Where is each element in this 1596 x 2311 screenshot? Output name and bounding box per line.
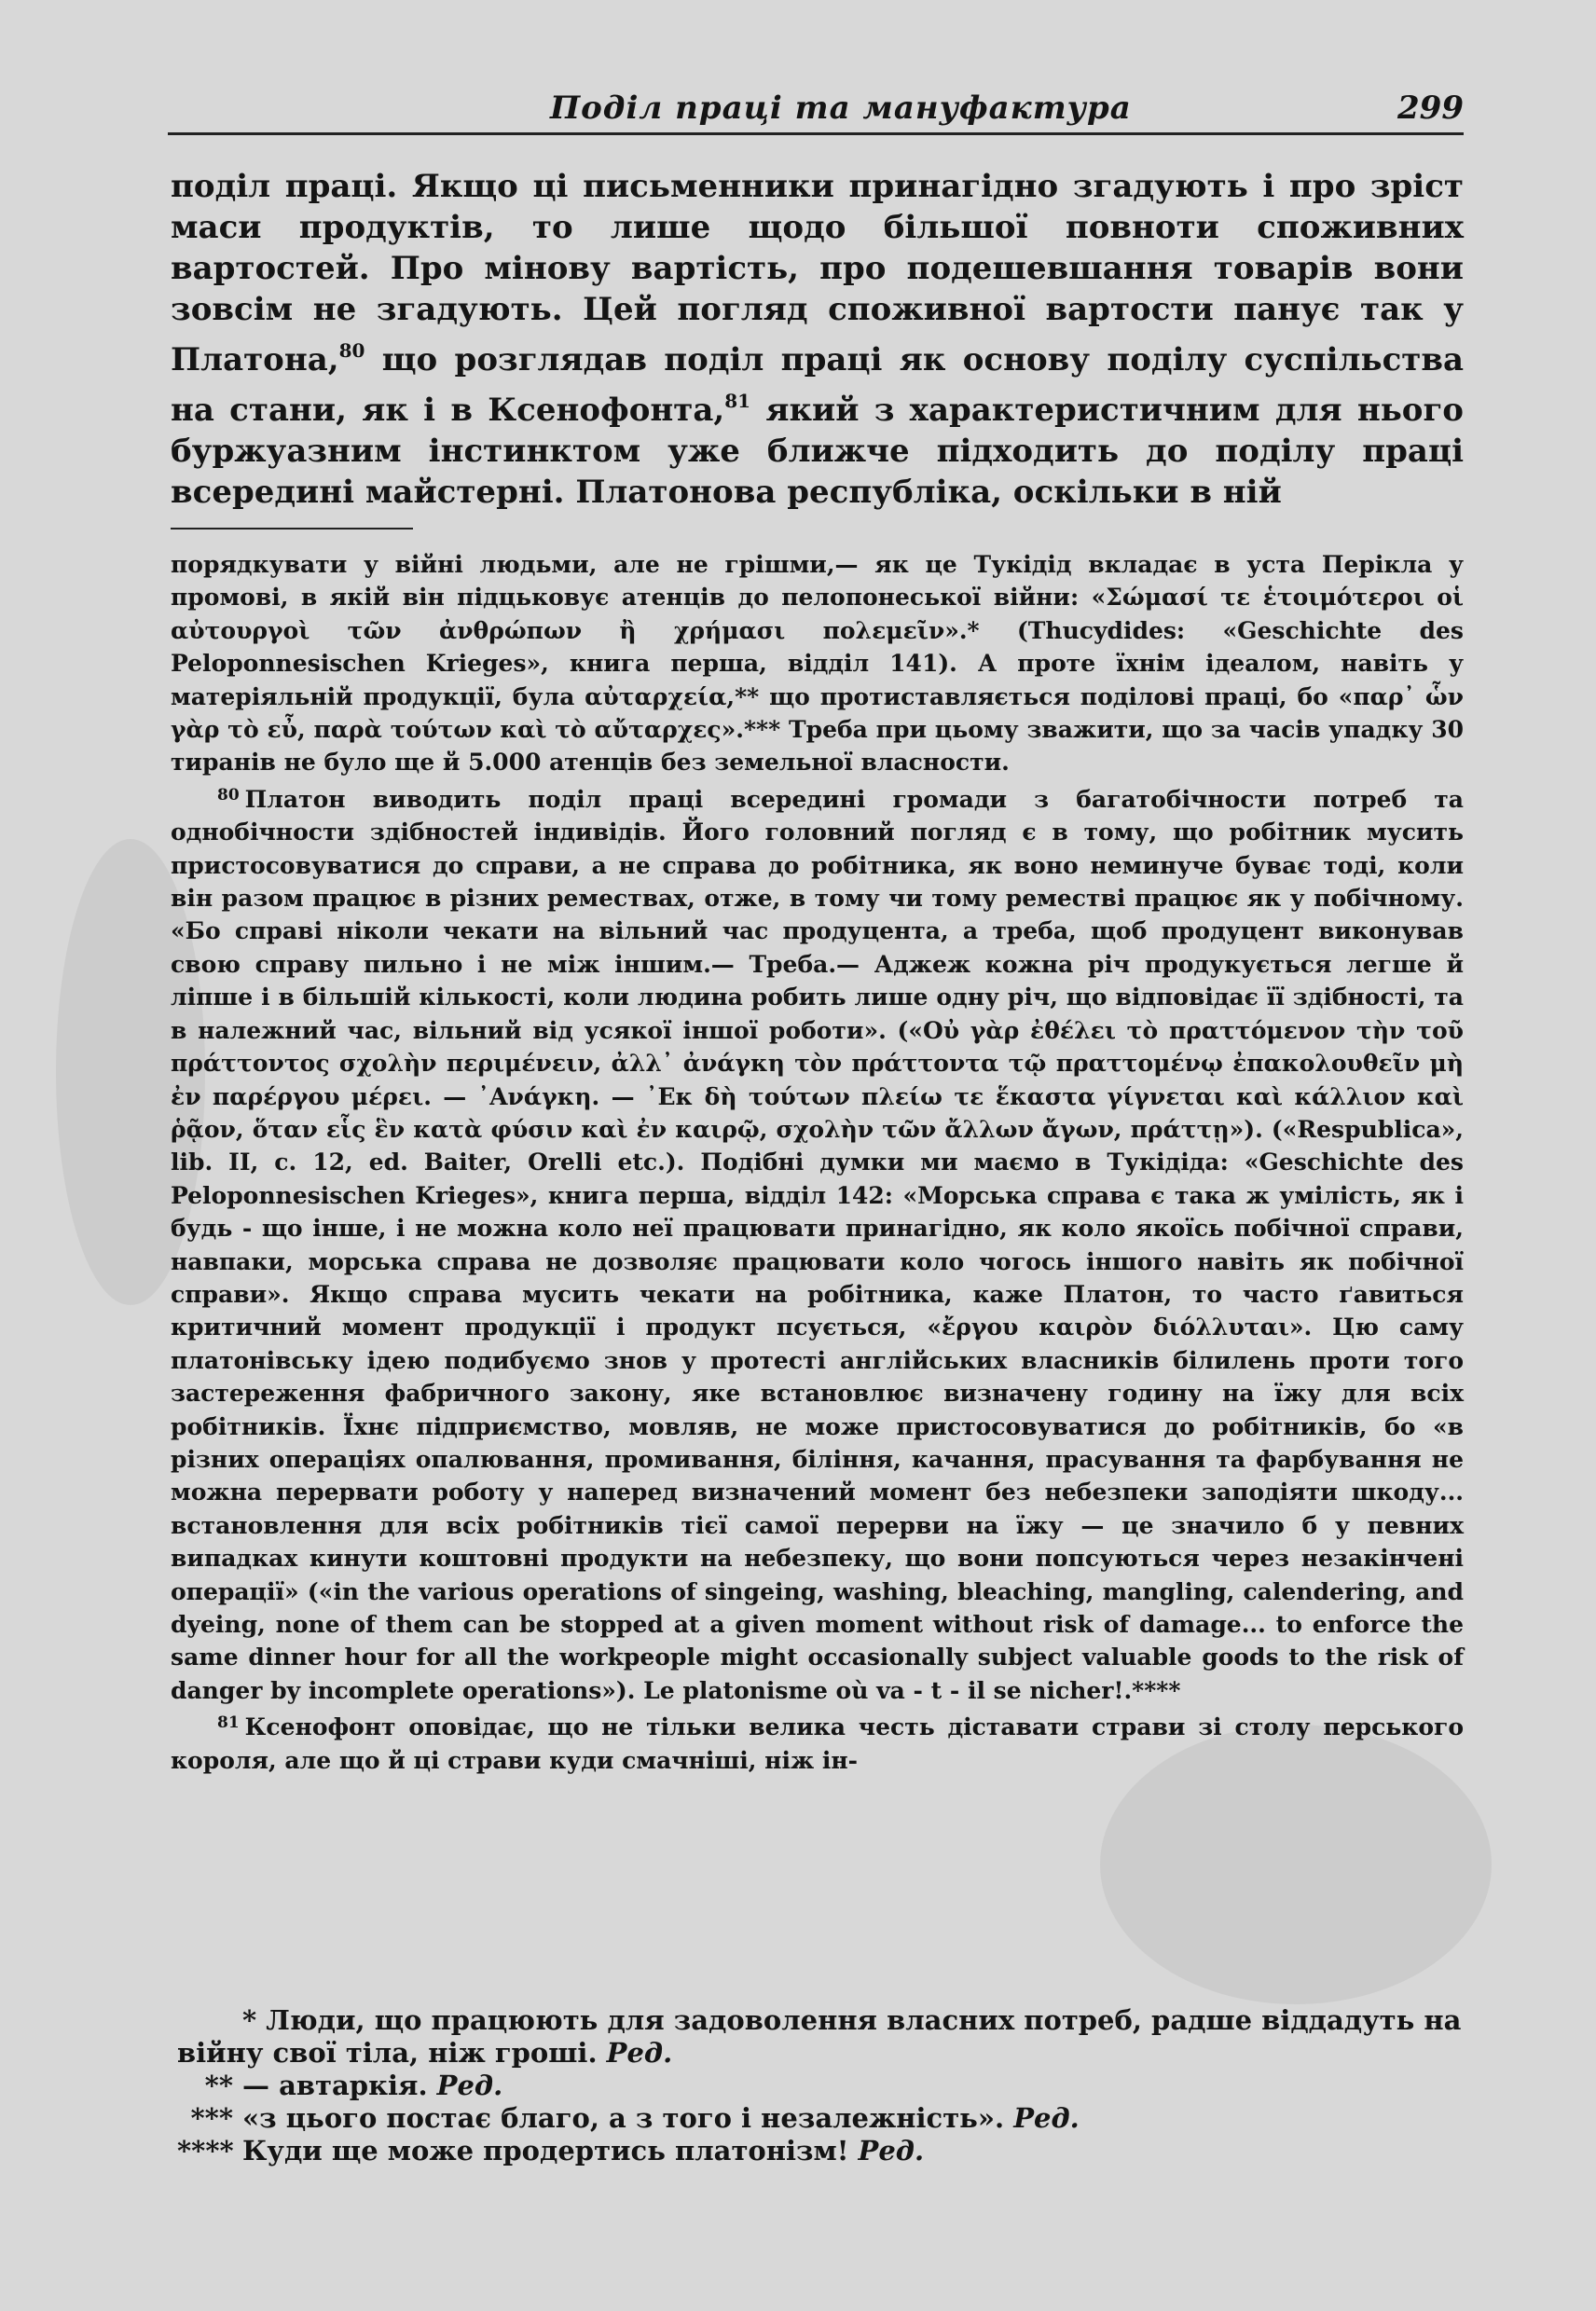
footnote-continued: порядкувати у війні людьми, але не грішми,— як це Тукідід вкладає в уста Перікла у промові, в якій він підцьковує атенців до пелопонеської війни: «Σώμασί τε ἑτοιμότεροι οἱ αὐτουργοὶ τῶν ἀνθρώπων ἢ χρήμασι πολεμεῖν».* (Thucydides: «Geschichte des Peloponnesischen Krieges», книга перша, відділ 141). А проте їхнім ідеалом, навіть у матеріяльній продукції, була αὐταρχεία,** що протиставляється поділові праці, бо «παρ᾽ ὧν γὰρ τὸ εὖ, παρὰ τούτων καὶ τὸ αὔταρχες».*** Треба при цьому зважити, що за часів упадку 30 тиранів не було ще й 5.000 атенців без земельної власности. [171, 551, 1464, 777]
footnote-number: 80 [217, 785, 240, 805]
paragraph-text: який з характеристичним для нього буржуазним інстинктом уже ближче підходить до поділу праці всередині майстерні. Платонова республіка, оскільки в ній [171, 392, 1464, 511]
paragraph-text: що розглядав поділ праці як основу поділу суспільства на стани, як і в Ксенофонта, [171, 341, 1464, 429]
footnotes [171, 548, 1464, 1777]
note-text: «з цього постає благо, а з того і незалежність». [242, 2102, 1005, 2134]
footnote-80 [171, 779, 1464, 1707]
note-mark: **** [177, 2135, 234, 2167]
note-mark: *** [190, 2102, 233, 2134]
footnote-ref-81[interactable]: 81 [724, 390, 751, 412]
footnote-text: Ксенофонт оповідає, що не тільки велика честь діставати страви зі столу перського короля, але що й ці страви куди смачніші, ніж ін- [171, 1713, 1464, 1774]
running-header [168, 86, 1464, 135]
note-tag: Ред. [858, 2135, 925, 2167]
editor-note [177, 2135, 1464, 2167]
editor-notes [177, 2004, 1464, 2167]
main-text [171, 166, 1464, 513]
note-text: — автаркія. [242, 2070, 428, 2101]
editor-note [177, 2070, 1464, 2102]
editor-note [177, 2102, 1464, 2135]
paragraph-text: поділ праці. Якщо ці письменники принагідно згадують і про зріст маси продуктів, то лише щодо більшої повноти споживних вартостей. Про мінову вартість, про подешевшання товарів вони зовсім не згадують. Цей погляд споживної вартости панує так у Платона, [171, 168, 1464, 378]
note-mark: * [242, 2004, 257, 2036]
note-mark: ** [204, 2070, 233, 2101]
footnote-81 [171, 1707, 1464, 1777]
note-text: Куди ще може продертись платонізм! [242, 2135, 849, 2167]
footnote-divider [171, 528, 413, 530]
note-tag: Ред. [606, 2037, 673, 2069]
note-tag: Ред. [1013, 2102, 1080, 2134]
note-text: Люди, що працюють для задоволення власних потреб, радше віддадуть на війну свої тіла, ніж гроші. [177, 2004, 1462, 2069]
footnote-ref-80[interactable]: 80 [338, 339, 365, 362]
main-paragraph [171, 166, 1464, 513]
running-title: Поділ праці та мануфактура [550, 89, 1132, 127]
note-tag: Ред. [436, 2070, 503, 2101]
footnote-text: Платон виводить поділ праці всередині громади з багатобічности потреб та однобічности здібностей індивідів. Його головний погляд є в тому, що робітник мусить пристосовуватися до справи, а не справа до робітника, як воно неминуче буває тоді, коли він разом працює в різних ремествах, отже, в тому чи тому реместві працює як у побічному. «Бо справі ніколи чекати на вільний час продуцента, а треба, щоб продуцент виконував свою справу пильно і не між іншим.— Треба.— Аджеж кожна річ продукується легше й ліпше і в більшій кількості, коли людина робить лише одну річ, що відповідає її здібності, та в належний час, вільний від усякої іншої роботи». («Οὐ γὰρ ἐθέλει τὸ πραττόμενον τὴν τοῦ πράττοντος σχολὴν περιμένειν, ἀλλ᾽ ἀνάγκη τὸν πράττοντα τῷ πραττομένῳ ἐπακολουθεῖν μὴ ἐν παρέργου μέρει. — ᾽Ανάγκη. — ᾽Εκ δὴ τούτων πλείω τε ἕκαστα γίγνεται καὶ κάλλιον καὶ ῥᾷον, ὅταν εἷς ἓν κατὰ φύσιν καὶ ἐν καιρῷ, σχολὴν τῶν ἄλλων ἄγων, πράττῃ»). («Respublica», lib. II, c. 12, ed. Baiter, Orelli etc.). Подібні думки ми маємо в Тукідіда: «Geschichte des Peloponnesischen Krieges», книга перша, відділ 142: «Морська справа є така ж уміліcть, як і будь - що інше, і не можна коло неї працювати принагідно, як коло якоїсь побічної справи, навпаки, морська справа не дозволяє працювати коло чогось іншого навіть як побічної справи». Якщо справа мусить чекати на робітника, каже Платон, то часто ґавиться критичний момент продукції і продукт псується, «ἔργου καιρὸν διόλλυται». Цю саму платонівську ідею подибуємо знов у протесті англійських власників білилень проти того застереження фабричного закону, яке встановлює визначену годину на їжу для всіх робітників. Їхнє підприємство, мовляв, не може пристосовуватися до робітників, бо «в різних операціях опалювання, промивання, біління, качання, прасування та фарбування не можна перервати роботу у наперед визначений момент без небезпеки заподіяти шкоду... встановлення для всіх робітників тієї самої перерви на їжу — це значило б у певних випадках кинути коштовні продукти на небезпеку, що вони попсуються через незакінчені операції» («in the various operations of singeing, washing, bleaching, mangling, calendering, and dyeing, none of them can be stopped at a given moment without risk of damage... to enforce the same dinner hour for all the workpeople might occasionally subject valuable goods to the risk of danger by incomplete operations»). Le platonisme où va - t - il se nicher!.**** [171, 785, 1464, 1704]
footnote-number: 81 [217, 1713, 240, 1733]
page-number: 299 [1397, 89, 1464, 127]
editor-note [177, 2004, 1464, 2070]
